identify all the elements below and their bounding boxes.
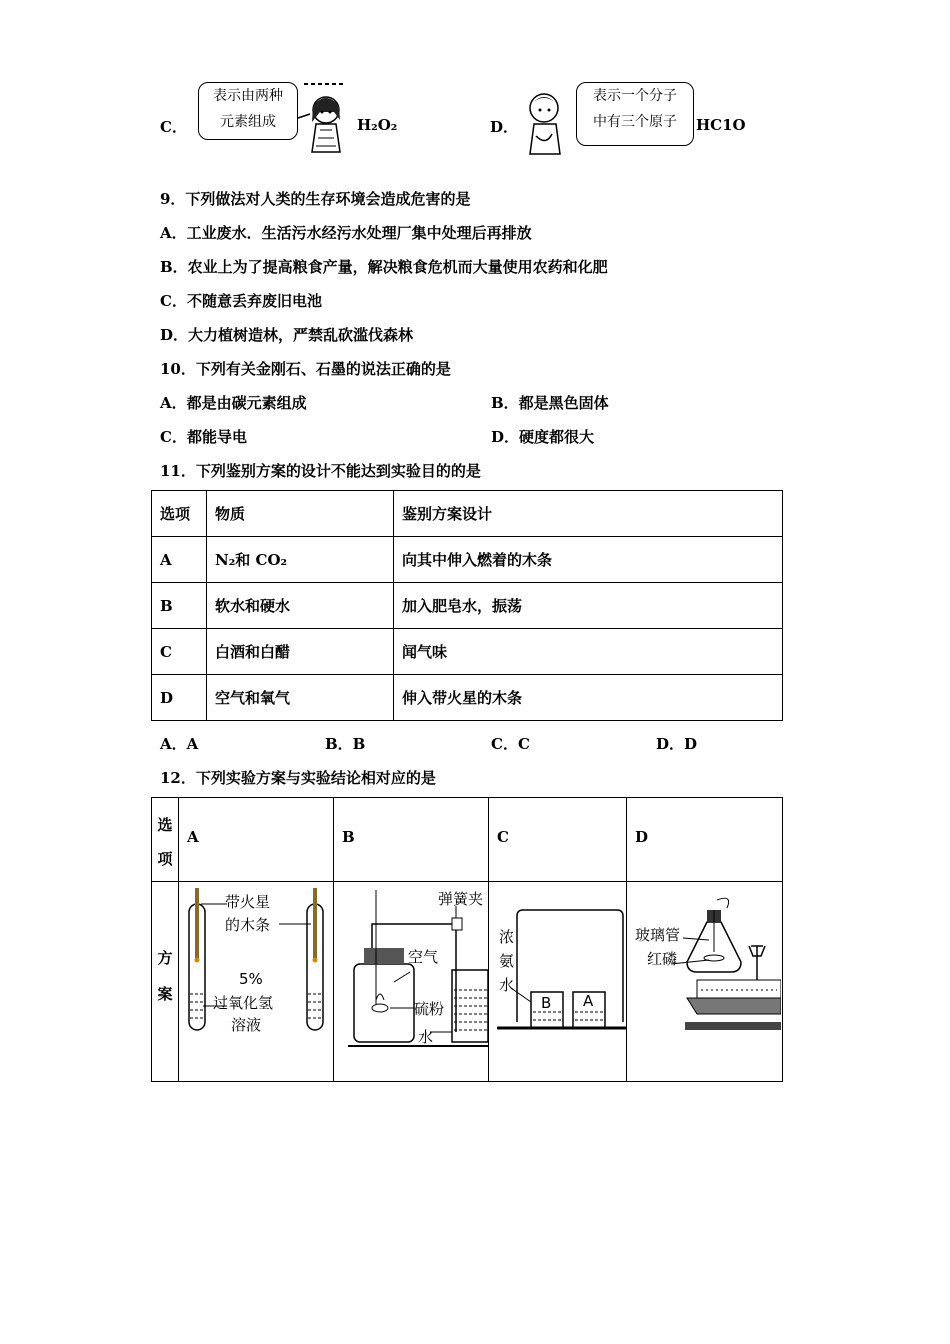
q12-header-label xyxy=(152,798,179,882)
q12-figure-a xyxy=(179,882,334,1082)
q12-sulfur-burning-diagram xyxy=(334,882,488,1077)
q8-d-formula: HC1O xyxy=(696,116,746,134)
q12-c-label-4: B xyxy=(541,994,552,1012)
q11-cell-option: A xyxy=(152,537,207,583)
q11-cell-plan: 闻气味 xyxy=(394,629,783,675)
q12-a-label-2: 的木条 xyxy=(225,916,271,934)
q8-c-bubble-line1: 表示由两种 xyxy=(213,88,283,104)
q12-b-label-1: 弹簧夹 xyxy=(438,890,484,908)
q11-cell-plan: 加入肥皂水，振荡 xyxy=(394,583,783,629)
q11-answer-b: B．B xyxy=(325,735,366,753)
q11-cell-option: B xyxy=(152,583,207,629)
q12-b-label-3: 硫粉 xyxy=(414,1000,445,1018)
table-row xyxy=(152,629,783,675)
q12-figure-c xyxy=(489,882,627,1082)
q11-cell-plan: 伸入带火星的木条 xyxy=(394,675,783,721)
q8-option-d-label: D． xyxy=(490,118,519,136)
q11-cell-substance: 软水和硬水 xyxy=(207,583,394,629)
q9-option-a: A．工业废水．生活污水经污水处理厂集中处理后再排放 xyxy=(160,224,532,242)
q11-header-substance: 物质 xyxy=(207,491,394,537)
table-row xyxy=(152,675,783,721)
q9-option-d: D．大力植树造林，严禁乱砍滥伐森林 xyxy=(160,326,414,344)
q12-b-label-2: 空气 xyxy=(408,948,439,966)
q12-a-label-1: 带火星 xyxy=(225,893,271,911)
q12-header-label-top: 选 xyxy=(157,816,173,834)
q12-c-label-1: 浓 xyxy=(499,928,515,946)
q8-d-speech-bubble xyxy=(576,82,694,146)
q12-b-label-4: 水 xyxy=(418,1028,434,1046)
q8-option-c-label: C． xyxy=(160,118,187,136)
q12-col-b-label: B xyxy=(342,828,355,846)
q12-figure-label xyxy=(152,882,179,1082)
q11-cell-option: C xyxy=(152,629,207,675)
q8-c-cartoon-girl-icon xyxy=(296,78,354,158)
q11-cell-plan: 向其中伸入燃着的木条 xyxy=(394,537,783,583)
q10-option-c: C．都能导电 xyxy=(160,428,247,446)
q11-header-plan: 鉴别方案设计 xyxy=(394,491,783,537)
q12-c-label-5: A xyxy=(583,992,594,1010)
q12-header-row xyxy=(152,798,783,882)
q11-stem: 11．下列鉴别方案的设计不能达到实验目的的是 xyxy=(160,462,481,480)
q11-answer-a: A．A xyxy=(160,735,199,753)
q12-header-label-bottom: 项 xyxy=(157,850,173,868)
q11-answer-d: D．D xyxy=(656,735,698,753)
q8-c-speech-bubble xyxy=(198,82,298,140)
q12-col-c-label: C xyxy=(497,828,509,846)
q8-d-bubble-line2: 中有三个原子 xyxy=(593,114,677,130)
q11-cell-option: D xyxy=(152,675,207,721)
q12-col-a-label: A xyxy=(187,828,199,846)
q8-c-bubble-line2: 元素组成 xyxy=(220,114,276,130)
q12-table xyxy=(151,797,783,1082)
q12-figure-label-top: 方 xyxy=(157,949,173,967)
q11-answer-c: C．C xyxy=(491,735,530,753)
q8-c-formula: H₂O₂ xyxy=(357,116,398,134)
q12-a-label-3: 5% xyxy=(239,970,263,988)
q9-stem: 9．下列做法对人类的生存环境会造成危害的是 xyxy=(160,190,471,208)
q9-option-c: C．不随意丢弃废旧电池 xyxy=(160,292,322,310)
q10-option-b: B．都是黑色固体 xyxy=(491,394,609,412)
q9-option-b: B．农业上为了提高粮食产量，解决粮食危机而大量使用农药和化肥 xyxy=(160,258,608,276)
q12-balance-phosphorus-diagram xyxy=(627,882,781,1077)
q8-d-cartoon-boy-icon xyxy=(522,88,572,158)
q10-stem: 10．下列有关金刚石、石墨的说法正确的是 xyxy=(160,360,451,378)
q12-c-label-3: 水 xyxy=(499,976,515,994)
q11-cell-substance: 白酒和白醋 xyxy=(207,629,394,675)
q11-cell-substance: N₂和 CO₂ xyxy=(207,537,394,583)
q11-header-option: 选项 xyxy=(152,491,207,537)
q8-d-bubble-line1: 表示一个分子 xyxy=(593,88,677,104)
q11-table xyxy=(151,490,783,721)
q11-header-row xyxy=(152,491,783,537)
q12-a-label-5: 溶液 xyxy=(231,1016,262,1034)
q12-figure-row xyxy=(152,882,783,1082)
q12-ammonia-diffusion-diagram xyxy=(489,882,626,1077)
q10-option-a: A．都是由碳元素组成 xyxy=(160,394,307,412)
q12-d-label-1: 玻璃管 xyxy=(635,926,681,944)
table-row xyxy=(152,537,783,583)
q12-a-label-4: 过氧化氢 xyxy=(213,994,274,1012)
q12-figure-label-bottom: 案 xyxy=(157,985,173,1003)
q12-figure-d xyxy=(627,882,783,1082)
q12-figure-b xyxy=(334,882,489,1082)
q11-cell-substance: 空气和氧气 xyxy=(207,675,394,721)
q12-stem: 12．下列实验方案与实验结论相对应的是 xyxy=(160,769,436,787)
q12-test-tubes-diagram xyxy=(179,882,333,1077)
table-row xyxy=(152,583,783,629)
q12-d-label-2: 红磷 xyxy=(647,950,678,968)
q12-c-label-2: 氨 xyxy=(499,952,515,970)
q10-option-d: D．硬度都很大 xyxy=(491,428,595,446)
q12-col-d-label: D xyxy=(635,828,649,846)
